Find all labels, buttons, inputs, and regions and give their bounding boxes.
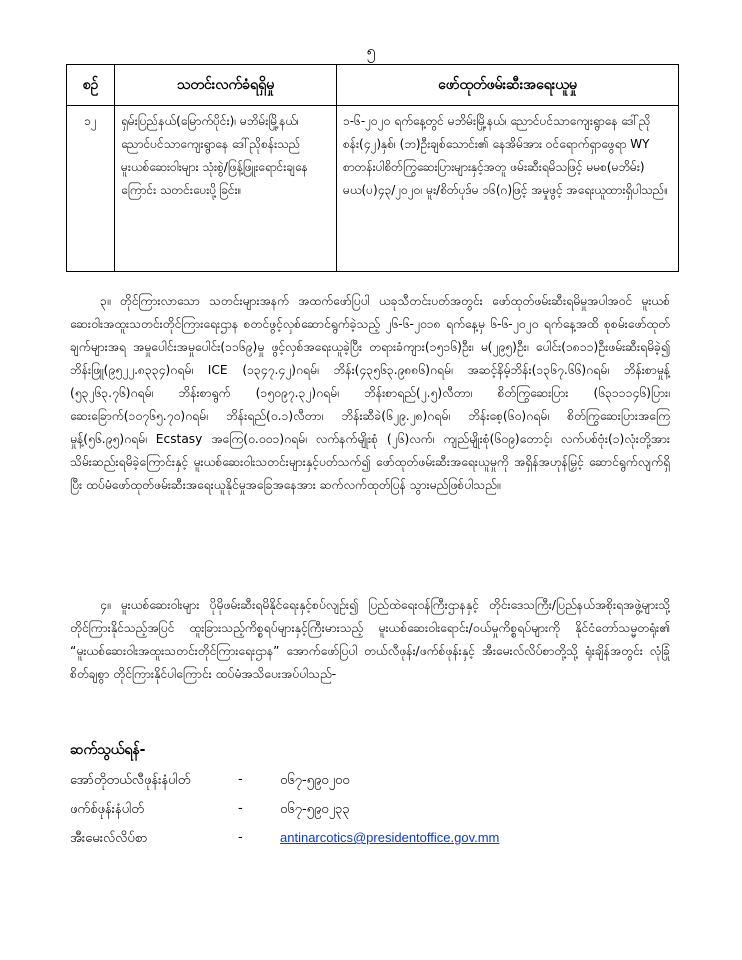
report-table — [66, 64, 679, 272]
paragraph-3-statistics: ၃။ တိုင်ကြားလာသော သတင်းများအနက် အထက်ဖော်ပြပါ ယခုသီတင်းပတ်အတွင်း ဖော်ထုတ်ဖမ်းဆီးရမိမှုအပါအဝင် မူးယစ်ဆေးဝါးအထူးသတင်းတိုင်ကြားရေးဌာန စတင်ဖွင့်လှစ်ဆောင်ရွက်ခဲ့သည့် ၂၆-၆-၂၀၁၈ ရက်နေ့မှ ၆-၆-၂၀၂၀ ရက်နေ့အထိ စုစမ်းဖော်ထုတ်ချက်များအရ အမှုပေါင်းအမှုပေါင်း(၁၁၆၉)မှု ဖွင့်လှစ်အရေးယူခဲ့ပြီး တရားခံကျား(၁၅၁၆)ဦး၊ မ(၂၉၅)ဦး၊ ပေါင်း(၁၈၁၁)ဦးဖမ်းဆီးရမိခဲ့၍ ဘိန်းဖြူ(၉၅၂၂.၈၃၃၄)ဂရမ်၊ ICE (၁၃၄၇.၄၂)ဂရမ်၊ ဘိန်း(၄၃၅၆၃.၉၈၈၆)ဂရမ်၊ အဆင့်နိမ့်ဘိန်း(၁၃၆၇.၆၆)ဂရမ်၊ ဘိန်းစာမှုန့် (၅၃၂၆၃.၇၆)ဂရမ်၊ ဘိန်းစာရွက် (၁၅၀၉၇.၃၂)ဂရမ်၊ ဘိန်းစာရည်(၂.၅)လီတာ၊ စိတ်ကြွဆေးပြား (၆၃၁၁၁၄၆)ပြား၊ ဆေးခြောက်(၁၀၇၆၅.၇၀)ဂရမ်၊ ဘိန်းရည်(၀.၁)လီတာ၊ ဘိန်းဆီခဲ(၆၂၉.၂၈)ဂရမ်၊ ဘိန်းစေ့(၆၀)ဂရမ်၊ စိတ်ကြွဆေးပြားအကြေမှုန့်(၅၆.၉၅)ဂရမ်၊ Ecstasy အကြေ(၀.၀၀၁)ဂရမ်၊ လက်နက်မျိုးစုံ (၂၆)လက်၊ ကျည်မျိုးစုံ(၆၀၉)တောင့်၊ လက်ပစ်ဗုံး(၁)လုံးတို့အား သိမ်းဆည်းရမိခဲ့ကြောင်းနှင့် မူးယစ်ဆေးဝါးသတင်းများနှင့်ပတ်သက်၍ ဖော်ထုတ်ဖမ်းဆီးအရေးယူမှုကို အရှိန်အဟုန်မြှင့် ဆောင်ရွက်လျက်ရှိပြီး ထပ်မံဖော်ထုတ်ဖမ်းဆီးအရေးယူနိုင်မှုအခြေအနေအား ဆက်လက်ထုတ်ပြန် သွားမည်ဖြစ်ပါသည်။ — [70, 294, 670, 492]
paragraph-4-reporting-channels: ၄။ မူးယစ်ဆေးဝါးများ ပိုမိုဖမ်းဆီးရမိနိုင်ရေးနှင့်စပ်လျဉ်း၍ ပြည်ထဲရေးဝန်ကြီးဌာနနှင့် တိုင်းဒေသကြီး/ပြည်နယ်အစိုးရအဖွဲ့များသို့ တိုင်ကြားနိုင်သည့်အပြင် ထူးခြားသည့်ကိစ္စရပ်များနှင့်ကြီးမားသည့် မူးယစ်ဆေးဝါးရောင်း/ဝယ်မှုကိစ္စရပ်များကို နိုင်ငံတော်သမ္မတရုံး၏ “မူးယစ်ဆေးဝါးအထူးသတင်းတိုင်ကြားရေးဌာန” အောက်ဖော်ပြပါ တယ်လီဖုန်း/ဖက်စ်ဖုန်းနှင့် အီးမေးလ်လိပ်စာတို့သို့ ရုံးချိန်အတွင်း လုံခြုံစိတ်ချစွာ တိုင်ကြားနိုင်ပါကြောင်း ထပ်မံအသိပေးအပ်ပါသည်- — [70, 598, 670, 681]
contact-separator: - — [238, 772, 243, 787]
header-action-taken: ဖော်ထုတ်ဖမ်းဆီးအရေးယူမှု — [337, 65, 679, 106]
table-header-row — [67, 65, 679, 106]
cell-information-received: ရှမ်းပြည်နယ်(မြောက်ပိုင်း)၊ မဘိမ်းမြို့နယ်၊ ညောင်ပင်သာကျေးရွာနေ ဒေါ်ညိုစန်းသည် မူးယစ်ဆေးဝါးများ သုံးစွဲ/ဖြန့်ဖြူးရောင်းချနေကြောင်း သတင်းပေးပို့ခြင်း။ — [115, 106, 337, 272]
contact-value-fax: ၀၆၇-၅၉၀၂၃၃ — [280, 802, 350, 817]
contact-heading: ဆက်သွယ်ရန်- — [70, 742, 146, 758]
contact-separator: - — [238, 830, 243, 845]
contact-value-phone: ၀၆၇-၅၉၀၂၀၀ — [280, 773, 350, 788]
contact-label-fax: ဖက်စ်ဖုန်းနံပါတ် — [70, 802, 144, 817]
contact-label-phone: အော်တိုတယ်လီဖုန်းနံပါတ် — [70, 773, 191, 788]
cell-serial-no: ၁၂ — [67, 106, 115, 272]
cell-action-taken: ၁-၆-၂၀၂၀ ရက်နေ့တွင် မဘိမ်းမြို့နယ်၊ ညောင်ပင်သာကျေးရွာနေ ဒေါ်ညိုစန်း(၄၂)နှစ်၊ (ဘ)ဦးချစ်သောင်း၏ နေအိမ်အား ဝင်ရောက်ရှာဖွေရာ WY စာတန်းပါစိတ်ကြွဆေးပြားများနှင့်အတူ ဖမ်းဆီးရမိသဖြင့် မမစ(မဘိမ်း) မယ(ပ)၄၃/၂၀၂၀၊ မူး/စိတ်ပုဒ်မ ၁၆(ဂ)ဖြင့် အမှုဖွင့် အရေးယူထားရှိပါသည်။ — [337, 106, 679, 272]
contact-label-email: အီးမေးလ်လိပ်စာ — [70, 831, 148, 846]
header-information-received: သတင်းလက်ခံရရှိမှု — [115, 65, 337, 106]
header-serial-no: စဉ် — [67, 65, 115, 106]
page-number: ၅ — [366, 41, 376, 60]
email-link[interactable]: antinarcotics@presidentoffice.gov.mm — [280, 830, 500, 845]
contact-separator: - — [238, 801, 243, 816]
table-row — [67, 106, 679, 272]
